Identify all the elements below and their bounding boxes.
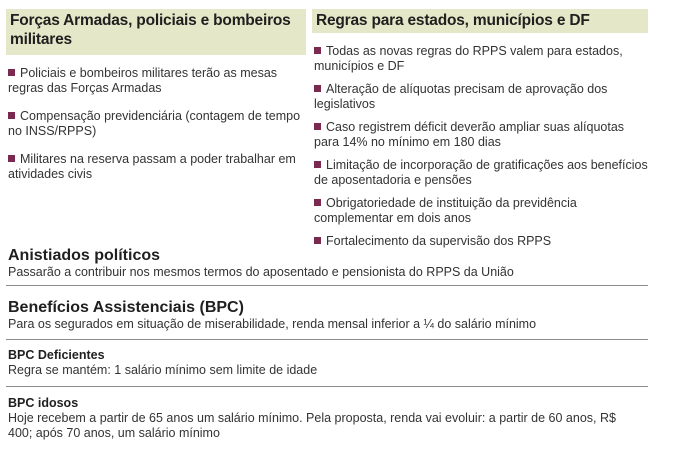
divider [6,386,648,387]
divider [6,339,648,340]
armed-forces-list [8,66,306,195]
bullet-icon [8,69,15,76]
section-title: Benefícios Assistenciais (BPC) [8,299,244,316]
section-title: BPC idosos [8,396,79,410]
list-item: Caso registrem déficit deverão ampliar suas alíquotas para 14% no mínimo em 180 dias [314,120,625,149]
bullet-icon [8,155,15,162]
states-rules-list [314,44,648,257]
bullet-icon [8,112,15,119]
bullet-icon [314,123,321,130]
section-bpc [8,298,648,332]
states-rules-header: Regras para estados, municípios e DF [312,9,648,33]
list-item: Todas as novas regras do RPPS valem para estados, municípios e DF [314,44,623,73]
list-item: Fortalecimento da supervisão dos RPPS [314,234,648,249]
section-text: Hoje recebem a partir de 65 anos um salário mínimo. Pela proposta, renda vai evoluir: a partir de 60 anos, R$ 400; após 70 anos, um salário mínimo [8,411,616,440]
section-text: Para os segurados em situação de miserabilidade, renda mensal inferior a ¼ do salário mínimo [8,317,537,331]
armed-forces-header: Forças Armadas, policiais e bombeiros militares [6,9,306,55]
bullet-icon [314,47,321,54]
divider [6,285,648,286]
list-item: Militares na reserva passam a poder trabalhar em atividades civis [8,152,296,181]
section-title: Anistiados políticos [8,247,161,264]
section-political-amnesty [8,246,648,280]
list-item: Policiais e bombeiros militares terão as mesas regras das Forças Armadas [8,66,278,95]
list-item: Limitação de incorporação de gratificações aos benefícios de aposentadoria e pensões [314,158,648,187]
bullet-icon [314,237,321,244]
section-text: Passarão a contribuir nos mesmos termos do aposentado e pensionista do RPPS da União [8,265,514,279]
list-item: Alteração de alíquotas precisam de aprovação dos legislativos [314,82,608,111]
section-text: Regra se mantém: 1 salário mínimo sem limite de idade [8,363,318,377]
list-item: Compensação previdenciária (contagem de tempo no INSS/RPPS) [8,109,301,138]
section-title: BPC Deficientes [8,348,105,362]
bullet-icon [314,199,321,206]
list-item: Obrigatoriedade de instituição da previdência complementar em dois anos [314,196,577,225]
bullet-icon [314,161,321,168]
section-bpc-disabled [8,348,648,378]
bullet-icon [314,85,321,92]
section-bpc-elderly [8,396,648,441]
